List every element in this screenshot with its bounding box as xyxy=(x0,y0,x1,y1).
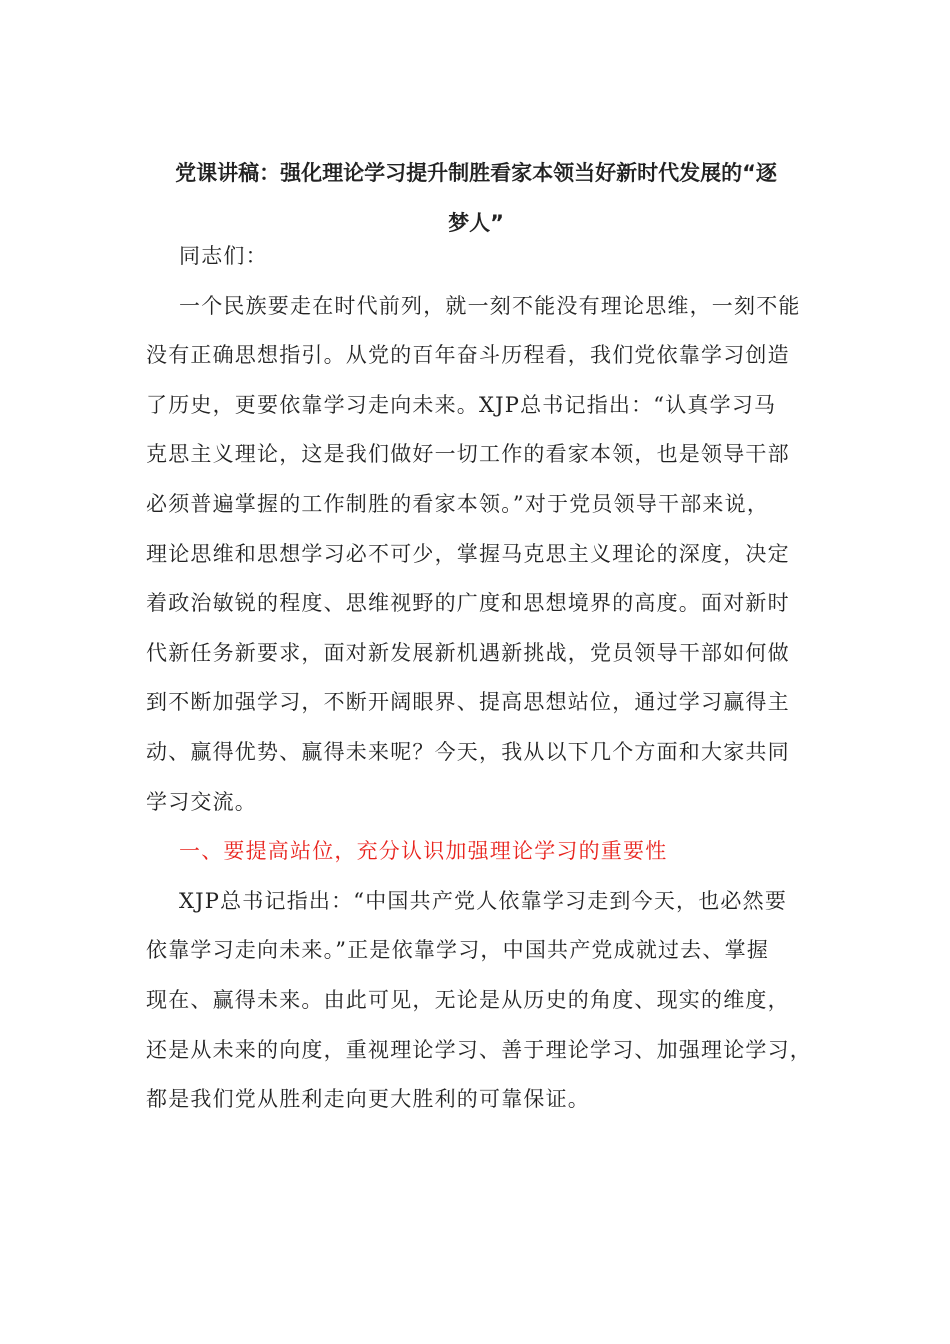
paragraph1-line: 动、赢得优势、赢得未来呢？今天，我从以下几个方面和大家共同 xyxy=(146,739,790,764)
paragraph1-line: 理论思维和思想学习必不可少，掌握马克思主义理论的深度，决定 xyxy=(146,541,790,566)
paragraph1-line: 克思主义理论，这是我们做好一切工作的看家本领，也是领导干部 xyxy=(146,442,790,467)
document-body xyxy=(146,232,812,1125)
paragraph2-line: 还是从未来的向度，重视理论学习、善于理论学习、加强理论学习， xyxy=(146,1037,812,1062)
paragraph1-line: 着政治敏锐的程度、思维视野的广度和思想境界的高度。面对新时 xyxy=(146,591,790,616)
title-line-2: 梦人” xyxy=(448,211,504,235)
paragraph1-line: 没有正确思想指引。从党的百年奋斗历程看，我们党依靠学习创造 xyxy=(146,343,790,368)
paragraph2-line: XJP总书记指出：“中国共产党人依靠学习走到今天，也必然要 xyxy=(179,888,788,913)
greeting: 同志们： xyxy=(179,244,268,268)
paragraph1-line: 必须普遍掌握的工作制胜的看家本领。”对于党员领导干部来说， xyxy=(146,491,770,516)
paragraph2-line: 现在、赢得未来。由此可见，无论是从历史的角度、现实的维度， xyxy=(146,987,790,1012)
paragraph2-line: 都是我们党从胜利走向更大胜利的可靠保证。 xyxy=(146,1087,590,1112)
paragraph1-line: 到不断加强学习，不断开阔眼界、提高思想站位，通过学习赢得主 xyxy=(146,690,790,715)
paragraph1-line: 学习交流。 xyxy=(146,789,257,814)
title-line-1: 党课讲稿：强化理论学习提升制胜看家本领当好新时代发展的“逐 xyxy=(175,161,777,185)
paragraph1-line: 一个民族要走在时代前列，就一刻不能没有理论思维，一刻不能 xyxy=(179,293,801,318)
paragraph1-line: 了历史，更要依靠学习走向未来。XJP总书记指出：“认真学习马 xyxy=(146,392,777,417)
paragraph2-line: 依靠学习走向未来。”正是依靠学习，中国共产党成就过去、掌握 xyxy=(146,938,770,963)
section-heading: 一、要提高站位，充分认识加强理论学习的重要性 xyxy=(179,839,668,864)
paragraph1-line: 代新任务新要求，面对新发展新机遇新挑战，党员领导干部如何做 xyxy=(146,640,790,665)
